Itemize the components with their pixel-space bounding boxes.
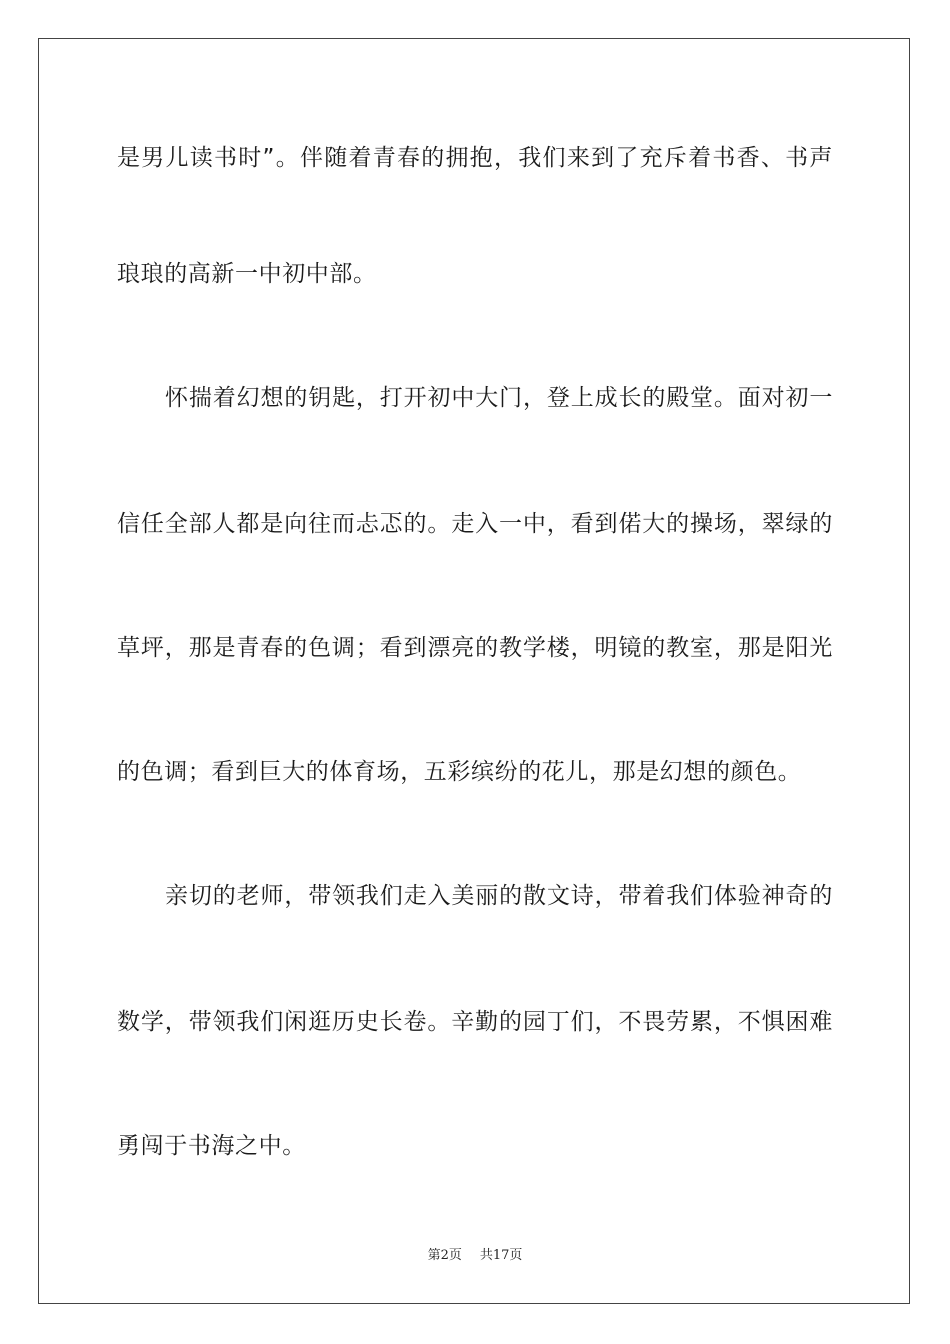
page-border [38, 38, 910, 1304]
page-total: 共17页 [479, 1248, 523, 1263]
paragraph-line: 数学，带领我们闲逛历史长卷。辛勤的园丁们，不畏劳累，不惧困难 [117, 1009, 833, 1035]
paragraph-line: 草坪，那是青春的色调；看到漂亮的教学楼，明镜的教室，那是阳光 [117, 635, 833, 661]
page-number: 第2页 [427, 1248, 462, 1263]
paragraph-line: 琅琅的高新一中初中部。 [117, 261, 377, 287]
page-footer [0, 1247, 950, 1265]
paragraph-line: 信任全部人都是向往而忐忑的。走入一中，看到偌大的操场，翠绿的 [117, 511, 833, 537]
paragraph-line: 勇闯于书海之中。 [117, 1133, 306, 1159]
paragraph-line: 的色调；看到巨大的体育场，五彩缤纷的花儿，那是幻想的颜色。 [117, 759, 802, 785]
paragraph-line: 亲切的老师，带领我们走入美丽的散文诗，带着我们体验神奇的 [165, 883, 833, 909]
paragraph-line: 是男儿读书时”。伴随着青春的拥抱，我们来到了充斥着书香、书声 [117, 145, 833, 171]
paragraph-line: 怀揣着幻想的钥匙，打开初中大门，登上成长的殿堂。面对初一 [165, 385, 833, 411]
